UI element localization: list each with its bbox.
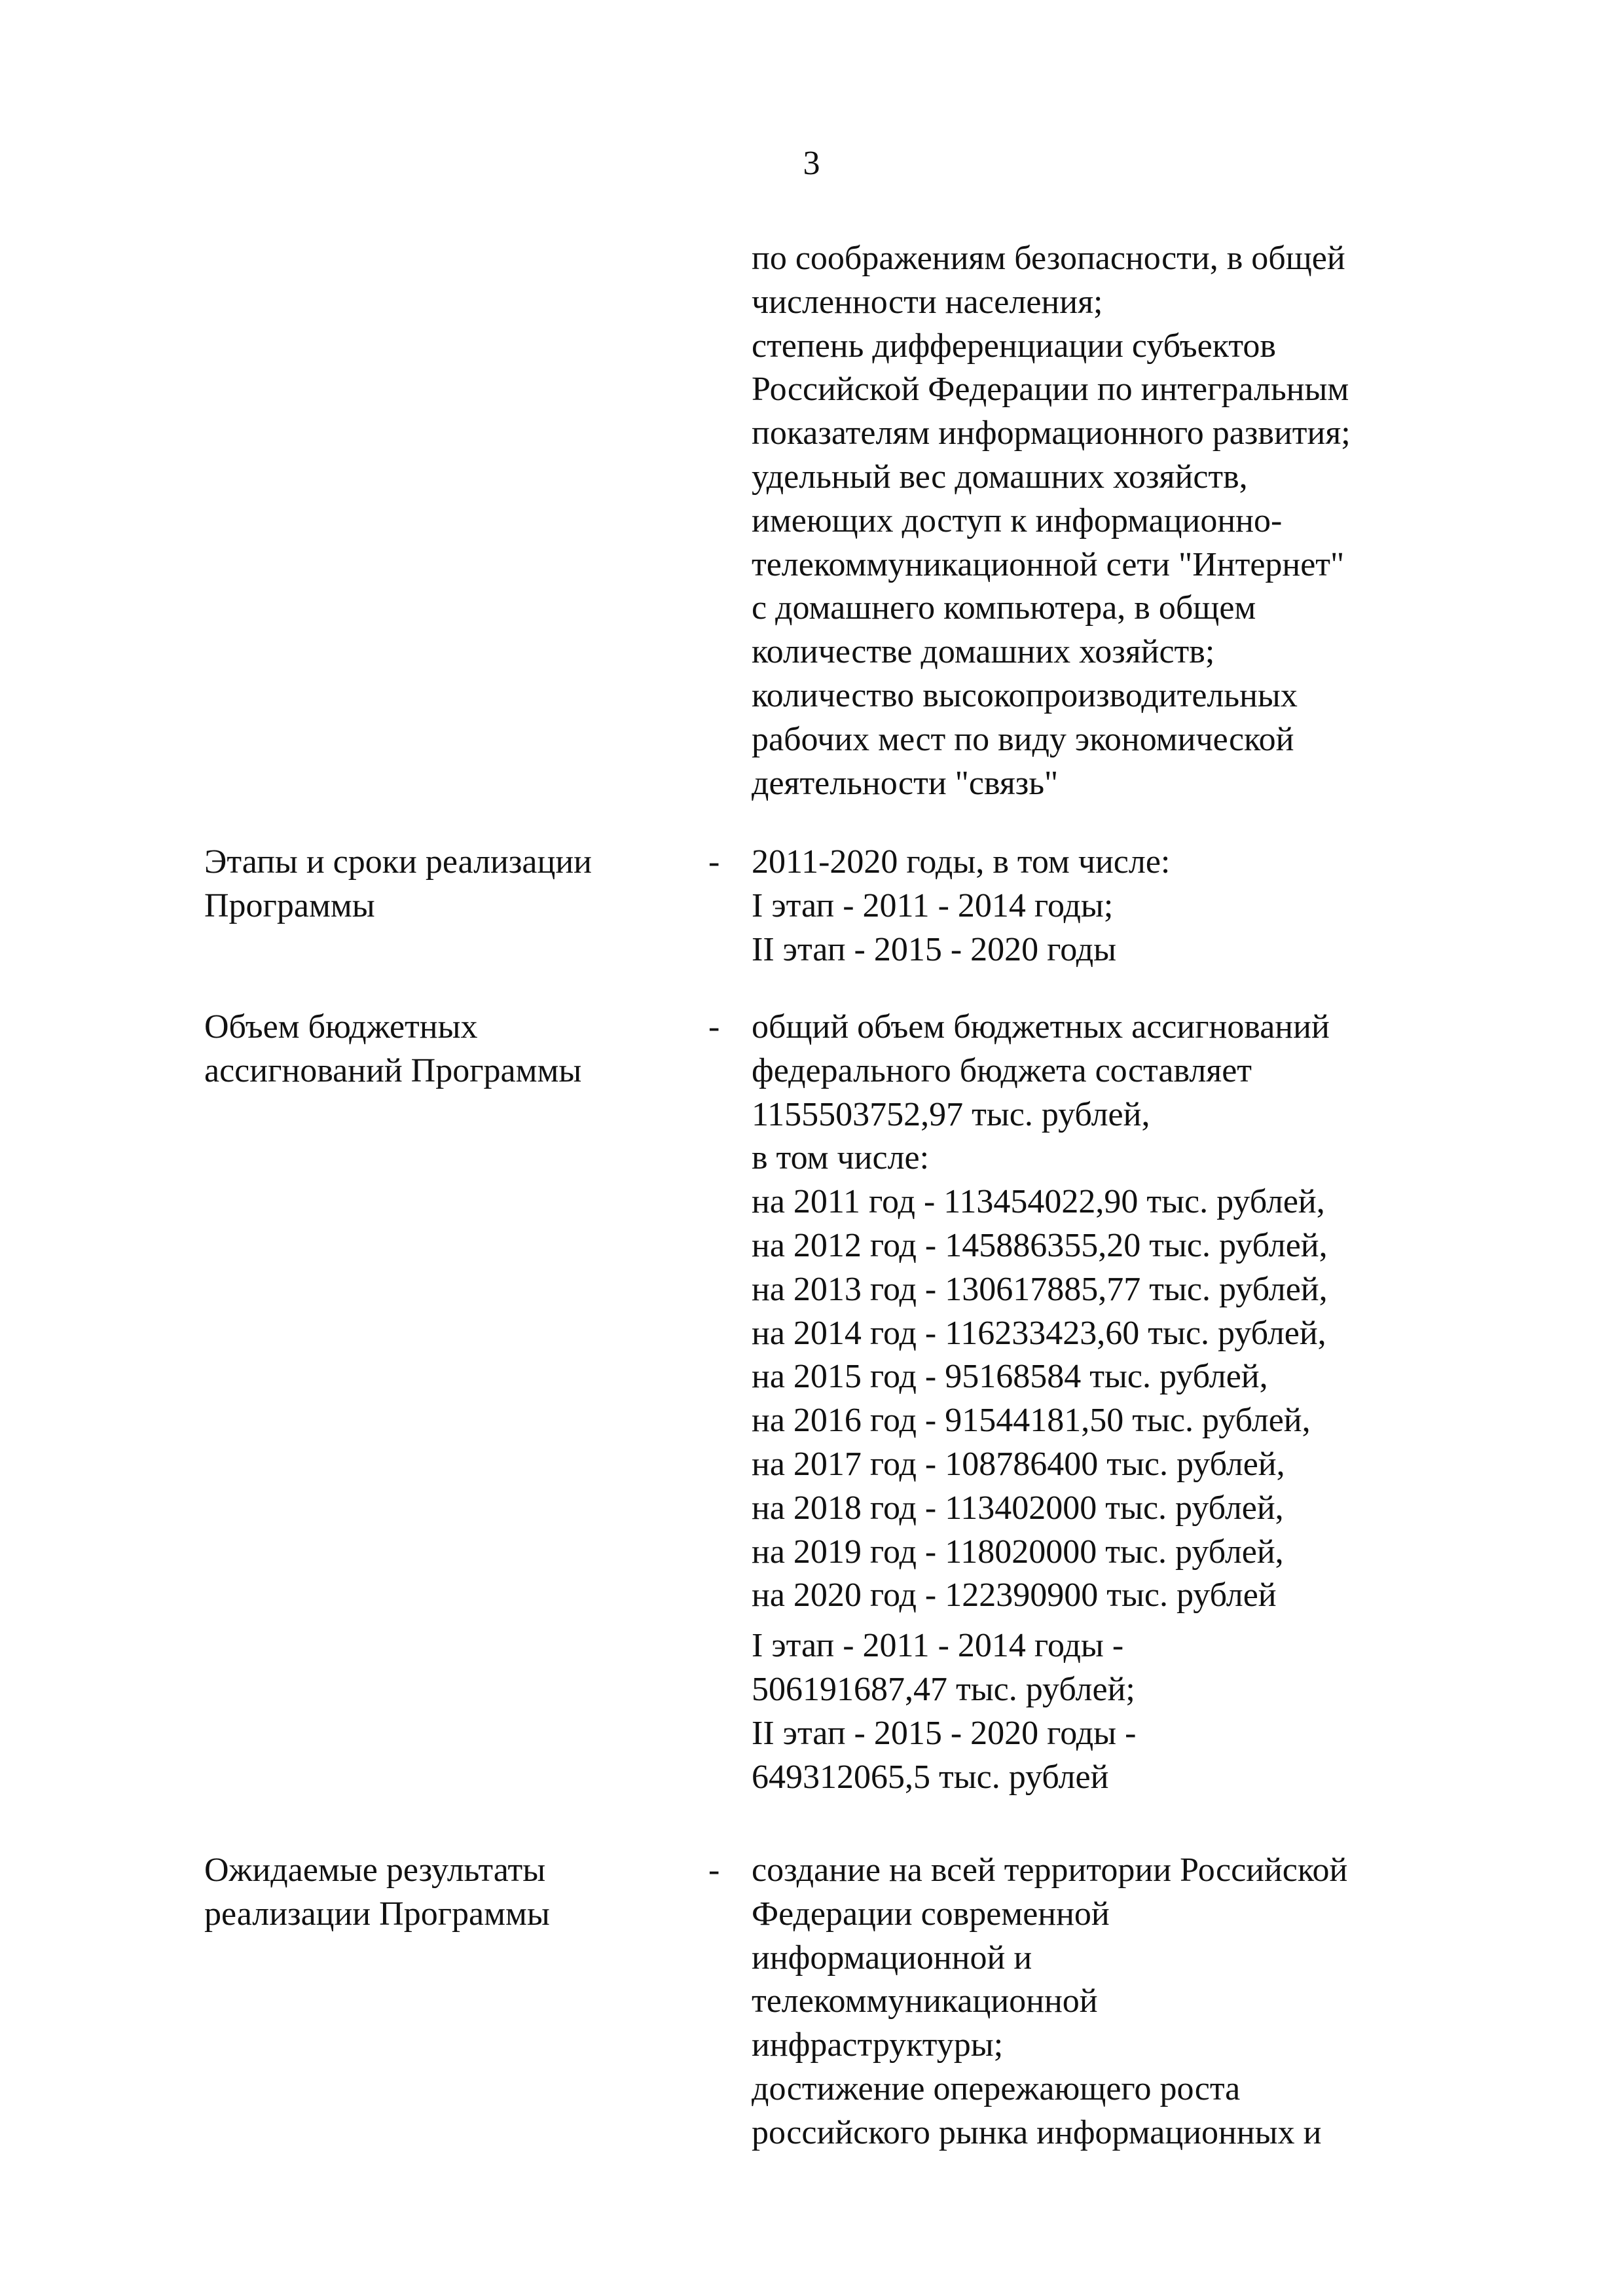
budget-dash: - xyxy=(708,1008,720,1046)
text-line: степень дифференциации субъектов xyxy=(752,327,1276,365)
text-line: федерального бюджета составляет xyxy=(752,1051,1252,1089)
year-amount-2018: на 2018 год - 113402000 тыс. рублей, xyxy=(752,1489,1284,1527)
label-line: реализации Программы xyxy=(204,1895,550,1933)
stage-one-amount: 506191687,47 тыс. рублей; xyxy=(752,1670,1135,1708)
year-amount-2016: на 2016 год - 91544181,50 тыс. рублей, xyxy=(752,1402,1311,1440)
text-line: телекоммуникационной сети "Интернет" xyxy=(752,545,1345,583)
label-line: ассигнований Программы xyxy=(204,1051,582,1089)
text-line: достижение опережающего роста xyxy=(752,2069,1241,2107)
text-line: инфраструктуры; xyxy=(752,2026,1004,2064)
text-line: удельный вес домашних хозяйств, xyxy=(752,458,1248,496)
year-amount-2014: на 2014 год - 116233423,60 тыс. рублей, xyxy=(752,1314,1326,1352)
text-line: информационной и xyxy=(752,1939,1032,1977)
label-line: Ожидаемые результаты xyxy=(204,1851,546,1889)
text-line: с домашнего компьютера, в общем xyxy=(752,589,1256,627)
stages-dash: - xyxy=(708,843,720,881)
text-line: телекоммуникационной xyxy=(752,1982,1098,2020)
text-line: российского рынка информационных и xyxy=(752,2113,1322,2151)
text-line: показателям информационного развития; xyxy=(752,414,1351,452)
text-line: количестве домашних хозяйств; xyxy=(752,633,1215,671)
text-line: II этап - 2015 - 2020 годы xyxy=(752,930,1117,968)
year-amount-2013: на 2013 год - 130617885,77 тыс. рублей, xyxy=(752,1270,1328,1308)
stage-two-label: II этап - 2015 - 2020 годы - xyxy=(752,1714,1137,1752)
text-line: в том числе: xyxy=(752,1139,930,1177)
text-line: I этап - 2011 - 2014 годы; xyxy=(752,886,1114,924)
year-amount-2020: на 2020 год - 122390900 тыс. рублей xyxy=(752,1576,1277,1614)
budget-label xyxy=(204,1006,676,1093)
year-amount-2019: на 2019 год - 118020000 тыс. рублей, xyxy=(752,1533,1284,1571)
label-line: Объем бюджетных xyxy=(204,1008,478,1046)
year-amount-2011: на 2011 год - 113454022,90 тыс. рублей, xyxy=(752,1183,1325,1221)
budget-content xyxy=(752,1006,1485,1799)
label-line: Программы xyxy=(204,886,375,924)
total-amount: 1155503752,97 тыс. рублей, xyxy=(752,1095,1150,1133)
label-line: Этапы и сроки реализации xyxy=(204,843,592,881)
text-line: по соображениям безопасности, в общей xyxy=(752,240,1345,277)
text-line: численности населения; xyxy=(752,283,1103,321)
text-line: имеющих доступ к информационно- xyxy=(752,501,1283,539)
stages-content xyxy=(752,841,1485,972)
results-dash: - xyxy=(708,1851,720,1889)
text-line: количество высокопроизводительных xyxy=(752,676,1298,714)
stage-one-label: I этап - 2011 - 2014 годы - xyxy=(752,1627,1124,1665)
text-line: Российской Федерации по интегральным xyxy=(752,371,1349,409)
stage-amounts xyxy=(752,1624,1485,1799)
text-line: создание на всей территории Российской xyxy=(752,1851,1348,1889)
stages-label xyxy=(204,841,676,928)
text-line: общий объем бюджетных ассигнований xyxy=(752,1008,1330,1046)
text-line: деятельности "связь" xyxy=(752,764,1059,802)
year-amount-2017: на 2017 год - 108786400 тыс. рублей, xyxy=(752,1445,1285,1483)
text-line: Федерации современной xyxy=(752,1895,1110,1933)
year-amount-2015: на 2015 год - 95168584 тыс. рублей, xyxy=(752,1358,1268,1396)
text-line: рабочих мест по виду экономической xyxy=(752,720,1294,758)
stage-two-amount: 649312065,5 тыс. рублей xyxy=(752,1758,1109,1796)
results-label xyxy=(204,1849,676,1937)
results-content xyxy=(752,1849,1485,2155)
indicators-continuation-text xyxy=(752,237,1485,805)
year-amount-2012: на 2012 год - 145886355,20 тыс. рублей, xyxy=(752,1226,1328,1264)
text-line: 2011-2020 годы, в том числе: xyxy=(752,843,1171,881)
page-number: 3 xyxy=(803,145,820,182)
